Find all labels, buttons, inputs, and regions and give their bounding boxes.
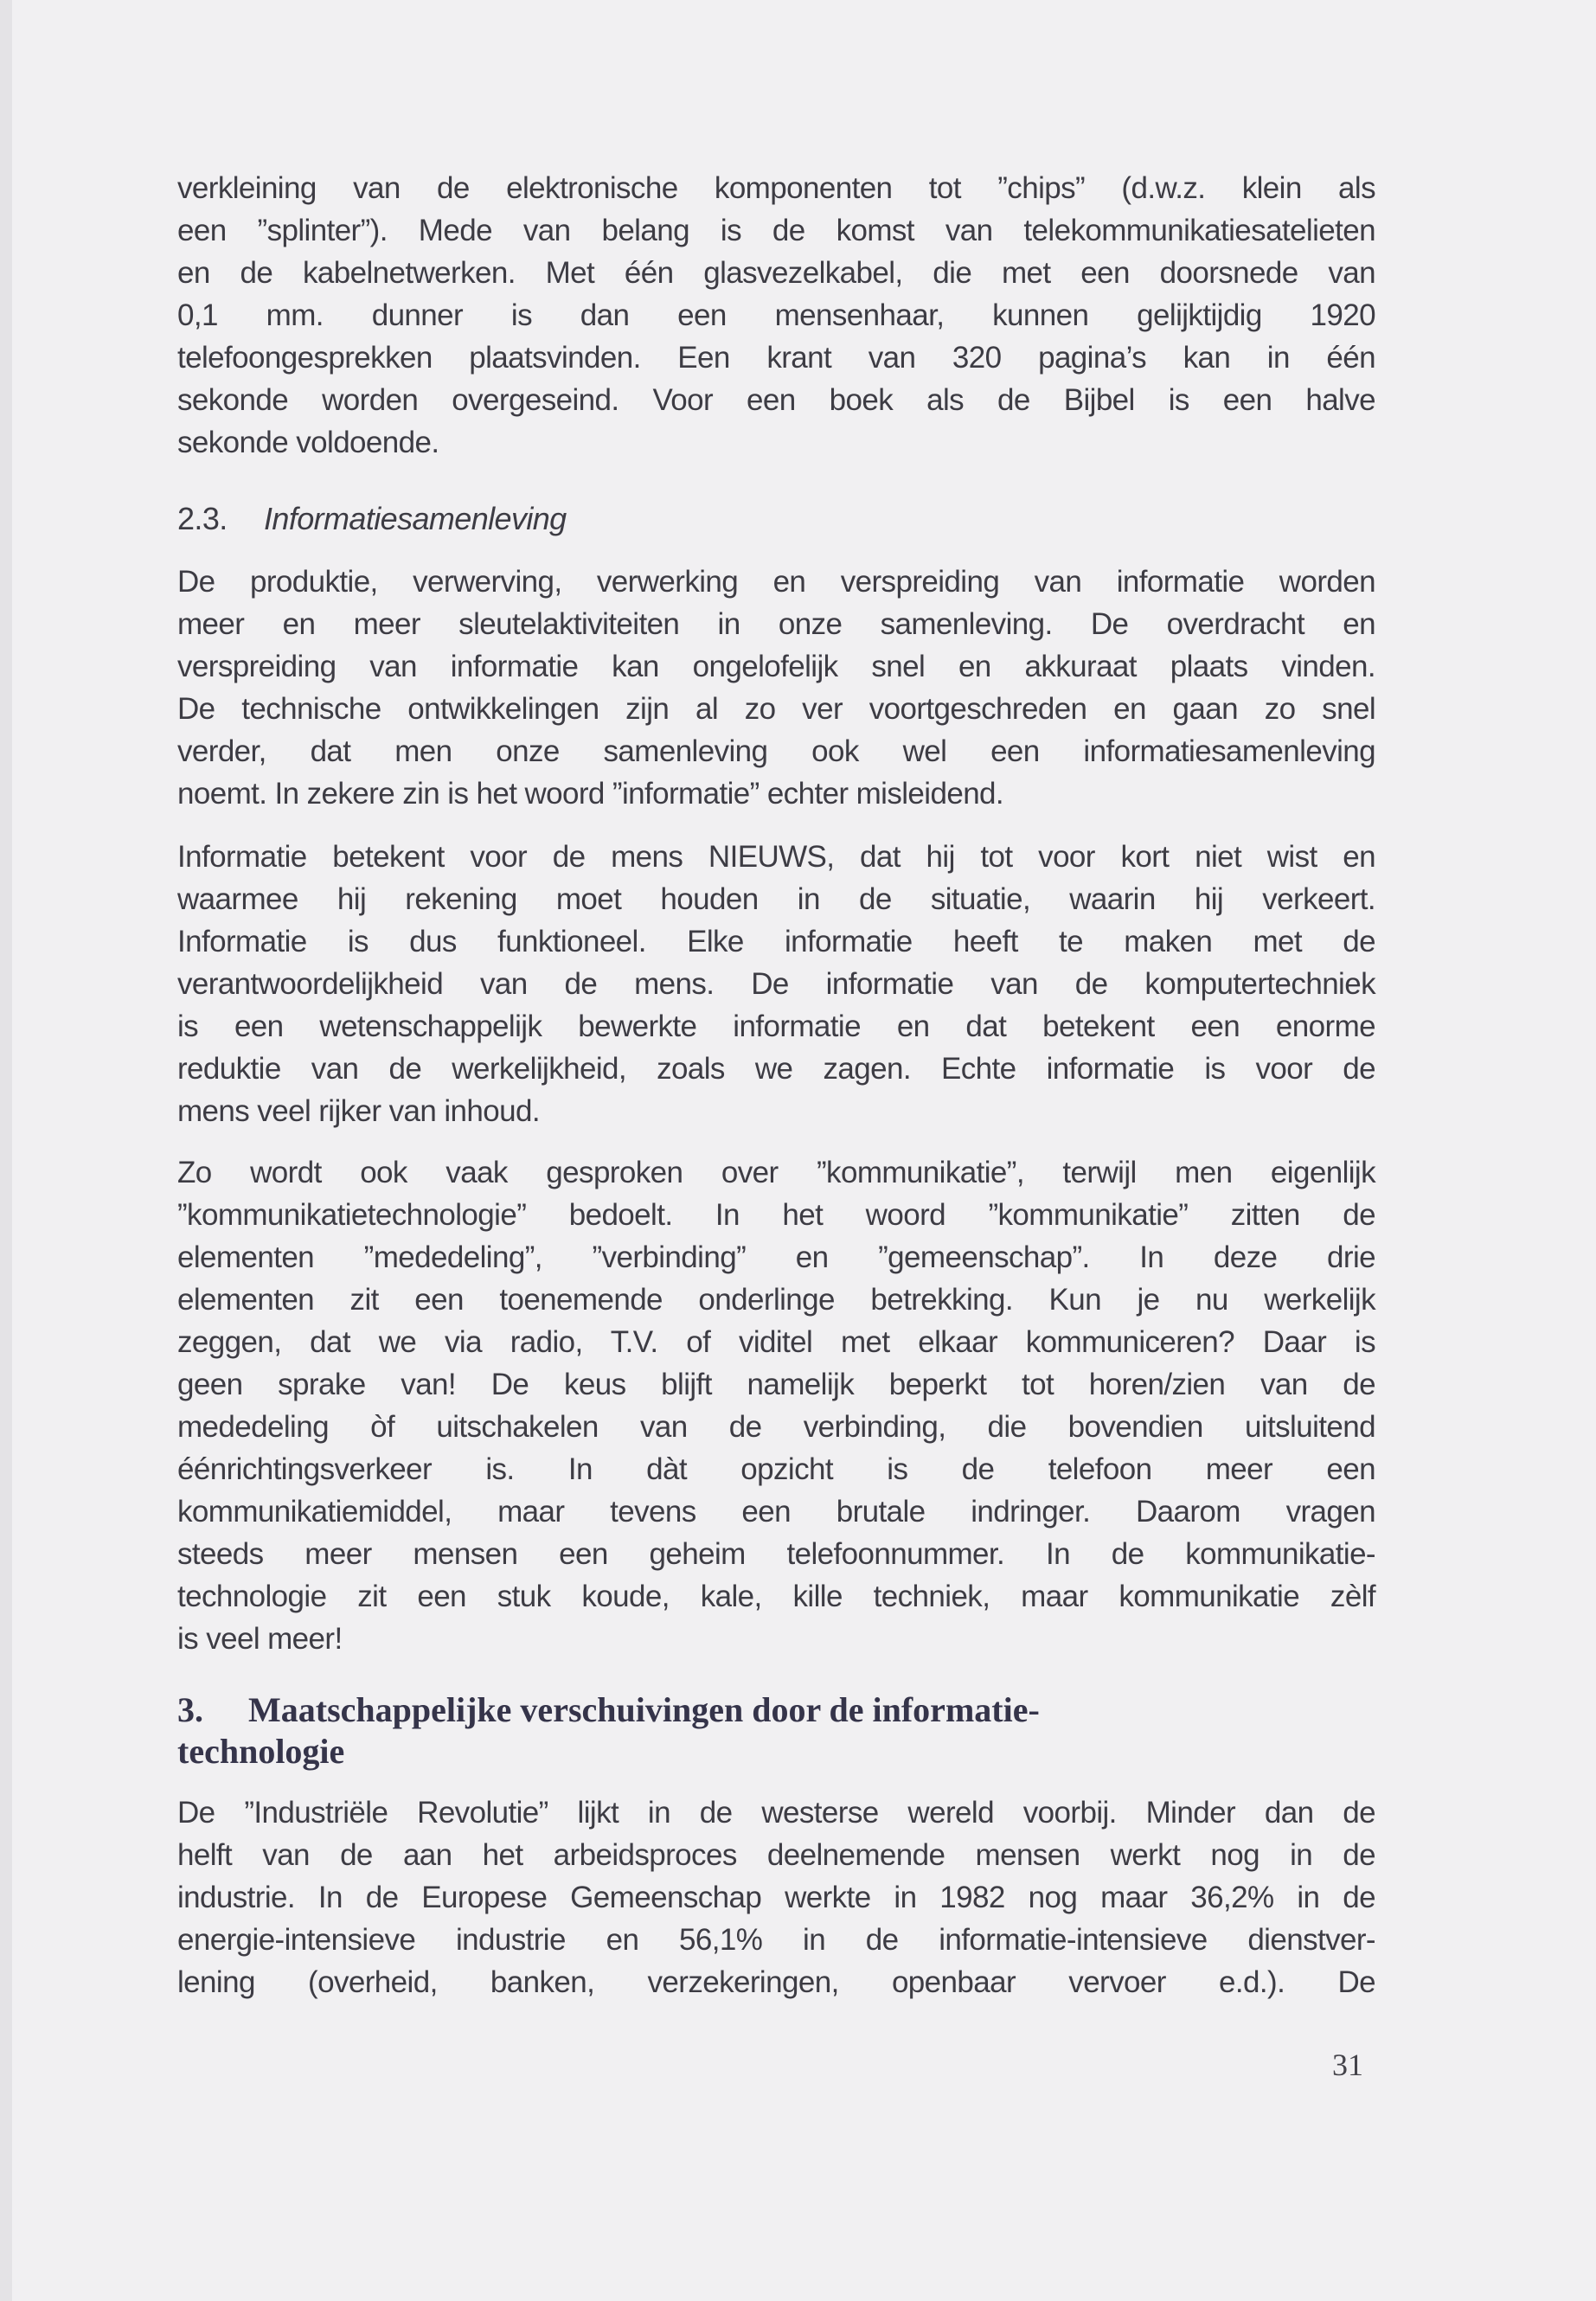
page-number: 31: [1332, 2048, 1363, 2082]
text-line: Informatie betekent voor de mens NIEUWS, dat hij tot voor kort niet wist en: [177, 840, 1375, 874]
subsection-number: 2.3.: [177, 501, 228, 536]
text-line: en de kabelnetwerken. Met één glasvezelkabel, die met een doorsnede van: [177, 256, 1375, 290]
section-title-line2: technologie: [177, 1732, 345, 1771]
text-line: mens veel rijker van inhoud.: [177, 1094, 540, 1128]
paragraph-informatie-produktie: [177, 561, 1375, 815]
section-heading: [177, 1689, 1375, 1772]
text-line: meer en meer sleutelaktiviteiten in onze samenleving. De overdracht en: [177, 607, 1375, 641]
text-line: reduktie van de werkelijkheid, zoals we zagen. Echte informatie is voor de: [177, 1052, 1375, 1086]
text-line: sekonde worden overgeseind. Voor een boek als de Bijbel is een halve: [177, 383, 1375, 417]
text-line: industrie. In de Europese Gemeenschap werkte in 1982 nog maar 36,2% in de: [177, 1881, 1375, 1914]
subsection-title: Informatiesamenleving: [264, 501, 567, 536]
text-line: Zo wordt ook vaak gesproken over ”kommunikatie”, terwijl men eigenlijk: [177, 1156, 1375, 1189]
text-line: De produktie, verwerving, verwerking en verspreiding van informatie worden: [177, 565, 1375, 599]
text-line: sekonde voldoende.: [177, 426, 439, 459]
text-line: ”kommunikatietechnologie” bedoelt. In het woord ”kommunikatie” zitten de: [177, 1198, 1375, 1232]
text-line: verspreiding van informatie kan ongelofelijk snel en akkuraat plaats vinden.: [177, 650, 1375, 683]
text-line: zeggen, dat we via radio, T.V. of viditel met elkaar kommuniceren? Daar is: [177, 1325, 1375, 1359]
page-edge: [0, 0, 12, 2301]
text-line: verkleining van de elektronische komponenten tot ”chips” (d.w.z. klein als: [177, 171, 1375, 205]
text-line: waarmee hij rekening moet houden in de situatie, waarin hij verkeert.: [177, 882, 1375, 916]
text-line: steeds meer mensen een geheim telefoonnummer. In de kommunikatie-: [177, 1537, 1375, 1571]
section-number: 3.: [177, 1690, 203, 1729]
paragraph-informatie-nieuws: [177, 836, 1375, 1132]
text-line: energie-intensieve industrie en 56,1% in de informatie-intensieve dienstver-: [177, 1923, 1375, 1957]
section-title-line1: Maatschappelijke verschuivingen door de informatie-: [248, 1690, 1040, 1729]
text-line: Informatie is dus funktioneel. Elke informatie heeft te maken met de: [177, 925, 1375, 958]
paragraph-chips: [177, 167, 1375, 464]
paragraph-industriele-revolutie: [177, 1791, 1375, 2003]
text-line: een ”splinter”). Mede van belang is de komst van telekommunikatiesatelieten: [177, 214, 1375, 247]
text-line: geen sprake van! De keus blijft namelijk beperkt tot horen/zien van de: [177, 1368, 1375, 1401]
subsection-heading: [177, 497, 1375, 540]
text-line: 0,1 mm. dunner is dan een mensenhaar, kunnen gelijktijdig 1920: [177, 298, 1375, 332]
text-line: verder, dat men onze samenleving ook wel een informatiesamenleving: [177, 734, 1375, 768]
text-line: éénrichtingsverkeer is. In dàt opzicht is de telefoon meer een: [177, 1452, 1375, 1486]
text-line: kommunikatiemiddel, maar tevens een brutale indringer. Daarom vragen: [177, 1495, 1375, 1529]
text-line: technologie zit een stuk koude, kale, kille techniek, maar kommunikatie zèlf: [177, 1580, 1375, 1613]
text-line: elementen zit een toenemende onderlinge betrekking. Kun je nu werkelijk: [177, 1283, 1375, 1317]
text-line: elementen ”mededeling”, ”verbinding” en ”gemeenschap”. In deze drie: [177, 1240, 1375, 1274]
text-line: lening (overheid, banken, verzekeringen, openbaar vervoer e.d.). De: [177, 1965, 1375, 1999]
text-line: De ”Industriële Revolutie” lijkt in de westerse wereld voorbij. Minder dan de: [177, 1796, 1375, 1830]
text-line: noemt. In zekere zin is het woord ”informatie” echter misleidend.: [177, 777, 1004, 811]
text-line: telefoongesprekken plaatsvinden. Een krant van 320 pagina’s kan in één: [177, 341, 1375, 375]
text-line: verantwoordelijkheid van de mens. De informatie van de komputertechniek: [177, 967, 1375, 1001]
text-line: is een wetenschappelijk bewerkte informatie en dat betekent een enorme: [177, 1009, 1375, 1043]
text-line: helft van de aan het arbeidsproces deelnemende mensen werkt nog in de: [177, 1838, 1375, 1872]
text-line: is veel meer!: [177, 1622, 343, 1656]
text-line: De technische ontwikkelingen zijn al zo ver voortgeschreden en gaan zo snel: [177, 692, 1375, 726]
paragraph-kommunikatie: [177, 1151, 1375, 1660]
text-line: mededeling òf uitschakelen van de verbinding, die bovendien uitsluitend: [177, 1410, 1375, 1444]
